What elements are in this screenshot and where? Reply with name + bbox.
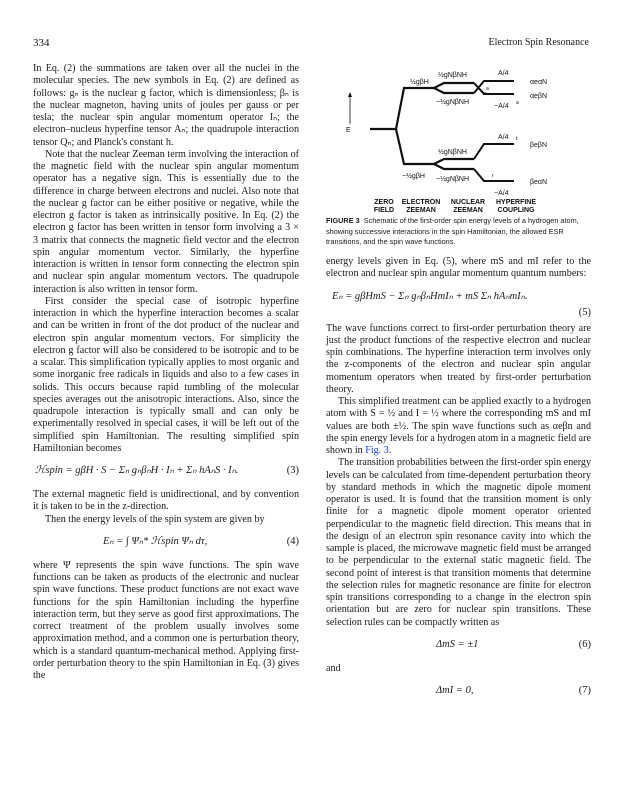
equation-body: Eₙ = ∫ Ψₙ* ℋspin Ψₙ dτ, xyxy=(103,535,208,547)
stage-label: ZERO xyxy=(374,199,394,206)
stage-label: ZEEMAN xyxy=(453,207,483,214)
paragraph: In Eq. (2) the summations are taken over all the nuclei in the molecular species. The new symbols in Eq. (2) are defined as follows: gₙ is the nuclear g factor, which is dimensionless; βₙ is the nuclear magneton, having units of joules per gauss or per tesla; the nuclear spin angular momentum operator Iₙ; the electron–nucleus hyperfine tensor Aₙ; the quadrupole interaction tensor Qₙ; and Planck's constant h. xyxy=(33,63,299,148)
equation-5 xyxy=(326,287,591,317)
paragraph-end: . xyxy=(388,445,392,456)
level-label: A/4 xyxy=(498,134,509,141)
electron-zeeman-down xyxy=(396,129,434,164)
figure-3 xyxy=(326,64,591,248)
caption-text: Schematic of the first-order spin energy levels of a hydrogen atom, showing successive interactions in the spin Hamiltonian, the allowed ESR transitions, and the spin wave functions. xyxy=(326,216,579,246)
state-label: βeαN xyxy=(530,179,548,186)
equation-body: ΔmI = 0, xyxy=(436,685,474,696)
nuclear-level-1 xyxy=(434,83,474,88)
hyperfine-level-3 xyxy=(474,144,514,159)
hyperfine-level-4 xyxy=(474,169,514,181)
equation-4 xyxy=(33,532,299,554)
caption-label: FIGURE 3 xyxy=(326,216,360,225)
equation-number: (6) xyxy=(578,638,591,650)
energy-level-diagram xyxy=(326,64,591,214)
hyperfine-level-1b xyxy=(474,81,514,93)
electron-zeeman-up xyxy=(396,88,434,129)
equation-6 xyxy=(326,635,591,657)
level-label: A/4 xyxy=(498,70,509,77)
state-label: αeαN xyxy=(530,79,548,86)
stage-label: NUCLEAR xyxy=(450,199,486,206)
nuclear-level-2 xyxy=(434,88,474,93)
equation-number: (7) xyxy=(578,685,591,696)
paragraph: energy levels given in Eq. (5), where mS and mI refer to the electron and nuclear spin angular momentum quantum numbers: xyxy=(326,256,591,280)
stage-label: COUPLING xyxy=(497,207,535,214)
state-label: αeβN xyxy=(530,93,548,100)
paragraph-text: This simplified treatment can be applied exactly to a hydrogen atom with S = ½ and I = ½ where the corresponding mS and mI values are both ±½. The spin wave functions such as αeβn and the spin energy levels for a hydrogen atom in a magnetic field are shown in xyxy=(326,396,591,456)
level-label: ½gNβNH xyxy=(438,72,467,79)
paragraph: Note that the nuclear Zeeman term involving the interaction of the magnetic field with the nuclear spin angular momentum operator has a negative sign. This is essentially due to the difference in charge between electrons and nuclei. Also note that the nuclear g factor can be either positive or negative, while the electron g factor is taken as intrinsically positive. In Eq. (2) the electron g factor has been written in tensor form involving a 3 × 3 matrix that connects the magnetic field vector and the electron spin angular momentum vector. Similarly, the hyperfine interaction is written in tensor form connecting the electron spin and nuclear spin angular momentum vectors. The quadrupole interaction is also written in tensor form. xyxy=(33,148,299,295)
paragraph: and xyxy=(326,662,341,674)
paragraph: The transition probabilities between the first-order spin energy levels can be calculated from time-dependent perturbation theory by standard methods in which the magnetic dipole moment operator is used. It is found that the transition moment is only finite for a magnetic dipole moment operator oriented perpendicular to the magnetic field direction. This means that in the design of an electron spin resonance cavity into which the sample is placed, the microwave magnetic field must be arranged to be perpendicular to the external static magnetic field. The second point of interest is that transition moments that determine the selection rules for magnetic resonance are finite for electron spin transitions corresponding to a change in the electron spin orientation but are zero for nuclear spin transitions. These selection rules can be compactly written as xyxy=(326,457,591,628)
equation-number: (5) xyxy=(578,306,591,318)
equation-body: ℋspin = gβH · S − Σₙ gₙβₙH · Iₙ + Σₙ hAₙS · Iₙ. xyxy=(35,465,239,476)
level-label: −A/4 xyxy=(494,190,509,197)
paragraph: where Ψ represents the spin wave functions. The spin wave functions can be taken as products of the electronic and nuclear spin wave functions. These product functions are not exact wave functions for the spin Hamiltonian including the hyperfine interaction term, but they serve as good first approximations. The correct treatment of the problem usually involves some approximation method, and a common one is perturbation theory, which is a standard quantum-mechanical method. Applying first-order perturbation theory to the spin Hamiltonian in Eq. (3) gives the xyxy=(33,559,299,681)
equation-body: ΔmS = ±1 xyxy=(436,638,479,650)
stage-label: ZEEMAN xyxy=(406,207,436,214)
equation-7 xyxy=(326,681,591,703)
nuclear-level-4 xyxy=(434,164,474,169)
level-label: −½gNβNH xyxy=(436,99,470,106)
transition-mark: a xyxy=(486,86,489,92)
page-number: 334 xyxy=(33,37,50,49)
left-column xyxy=(33,63,299,682)
transition-mark: t xyxy=(516,136,518,142)
nuclear-level-3 xyxy=(434,159,474,164)
figure-link[interactable]: Fig. 3 xyxy=(365,445,389,456)
equation-number: (3) xyxy=(286,465,299,476)
level-label: −½gβH xyxy=(402,173,425,180)
paragraph: Then the energy levels of the spin system are given by xyxy=(45,513,265,525)
paragraph: First consider the special case of isotropic hyperfine interaction in which the hyperfine interaction becomes a scalar and can be written in front of the dot product of the nuclear and electron spin angular momentum vectors. For simplicity the electron g factor will also be considered to be isotropic and to be a scalar. This simplification typically applies to most organic and some inorganic free radicals in liquids and also to a few cases in solids. This occurs because rapid tumbling of the molecular species averages out the anisotropic interactions. Also, since the quadrupole interaction is typically small and can only be experimentally resolved in special cases, it will be left out of the simplified spin Hamiltonian. The resulting simplified spin Hamiltonian becomes xyxy=(33,295,299,454)
axis-label: E xyxy=(346,127,351,134)
paragraph xyxy=(326,396,591,457)
level-label: ½gβH xyxy=(410,79,429,86)
paragraph: The external magnetic field is unidirectional, and by convention it is taken to be in the z-direction. xyxy=(33,489,299,513)
transition-mark: a xyxy=(516,100,519,106)
stage-label: ELECTRON xyxy=(401,199,441,206)
running-title: Electron Spin Resonance xyxy=(488,37,589,48)
stage-label: HYPERFINE xyxy=(495,199,537,206)
figure-caption xyxy=(326,216,591,248)
equation-number: (4) xyxy=(286,535,299,547)
right-column xyxy=(326,256,591,709)
equation-body: Eₙ = gβHmS − Σₙ gₙβₙHmIₙ + mS Σₙ hAₙmIₙ. xyxy=(332,290,528,302)
equation-3 xyxy=(33,461,299,483)
paragraph: The wave functions correct to first-order perturbation theory are just the product functions of the respective electron and nuclear spin combinations. The hyperfine interaction term involves only the z-components of the electron and nuclear spin angular momentum operators when treated by first-order perturbation theory. xyxy=(326,322,591,395)
state-label: βeβN xyxy=(530,142,548,149)
stage-label: FIELD xyxy=(373,207,395,214)
level-label: −½gNβNH xyxy=(436,176,470,183)
transition-mark: r xyxy=(492,173,494,179)
level-label: −A/4 xyxy=(494,103,509,110)
level-label: ½gNβNH xyxy=(438,149,467,156)
